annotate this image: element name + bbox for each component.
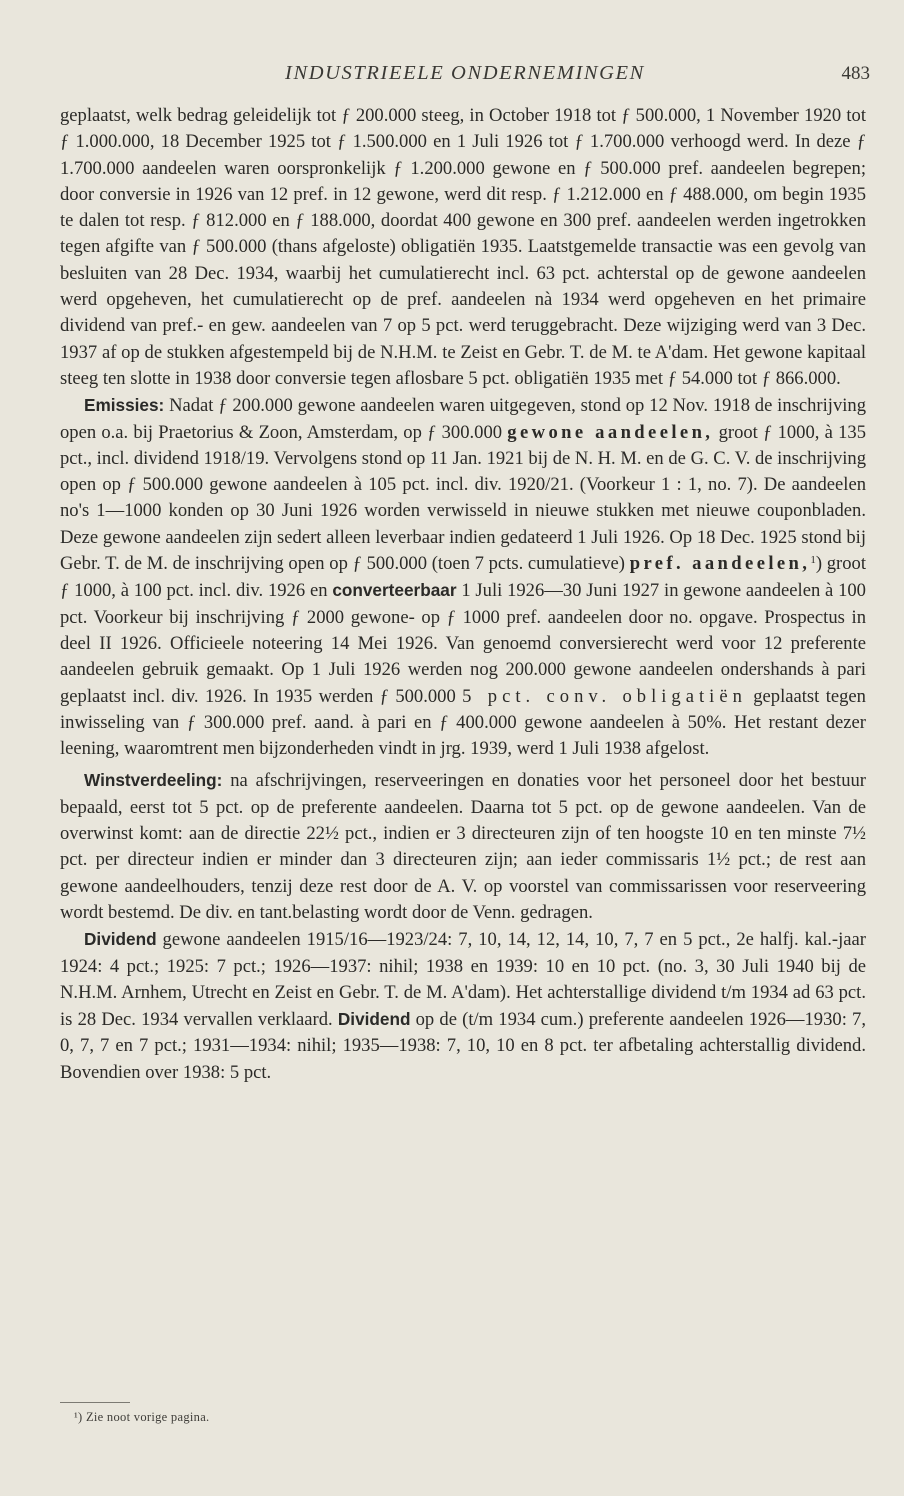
dividend-text-1: gewone aandeelen 1915/16—1923/24: 7, 10, 14, 12, 14, 10, 7, 7 en 5 pct., 2e halfj. kal.-jaar 1924: 4 pct.; 1925: 7 pct.; 1926—1937: nihil; 1938 en 1939: 10 en 10 pct. (no. 3, 30 Juli 1940 bij de N.H.M. Arnhem, Utrecht en Zeist en Gebr. T. de M. A'dam). Het achterstallige dividend t/m 1934 ad 63 pct. is 28 Dec. 1934 vervallen verklaard.: [60, 929, 866, 1031]
paragraph-winstverdeeling: [60, 767, 866, 926]
footnote-marker: ¹): [74, 1410, 83, 1424]
section-label-dividend: Dividend: [84, 929, 157, 950]
footnote-reference: 1: [810, 554, 816, 567]
section-label-winstverdeeling: Winstverdeeling:: [84, 770, 223, 791]
emissies-spaced-gewone-aandeelen: gewone aandeelen,: [507, 421, 714, 443]
emissies-text-5: geplaatst tegen inwisseling van ƒ 300.000 pref. aand. à pari en ƒ 400.000 gewone aandeelen à 50%. Het restant dezer leening, waaromtrent men bijzonderheden vindt in jrg. 1939, werd 1 Juli 1938 afgelost.: [60, 685, 866, 760]
winstverdeeling-text: na afschrijvingen, reserveeringen en donaties voor het personeel door het bestuur bepaald, eerst tot 5 pct. op de preferente aandeelen. Daarna tot 5 pct. op de gewone aandeelen. Van de overwinst komt: aan de directie 22½ pct., indien er 3 directeuren zijn of ten hoogste 10 en ten minste 7½ pct. per directeur indien er minder dan 3 directeuren zijn; aan ieder commissaris 1½ pct.; de rest aan gewone aandeelhouders, tenzij deze rest door de A. V. op voorstel van commissarissen voor reserveering wordt bestemd. De div. en tant.belasting wordt door de Venn. gedragen.: [60, 770, 866, 923]
emissies-converteerbaar: converteerbaar: [332, 580, 457, 601]
footnote-rule: [60, 1402, 130, 1403]
body-text: [60, 103, 866, 1086]
running-head: [60, 62, 870, 90]
section-label-dividend-pref: Dividend: [337, 1009, 411, 1030]
emissies-text-4: 1 Juli 1926—30 Juni 1927 in gewone aandeelen à 100 pct. Voorkeur bij inschrijving ƒ 2000 gewone- op ƒ 1000 pref. aandeelen door no. opgave. Prospectus in deel II 1926. Officieele noteering 14 Mei 1926. Van genoemd conversierecht werd voor 12 preferente aandeelen gebruik gemaakt. Op 1 Juli 1926 werden nog 200.000 gewone aandeelen ondershands à pari geplaatst incl. div. 1926. In 1935 werden ƒ 500.000: [60, 580, 866, 707]
paragraph-capital-history: geplaatst, welk bedrag geleidelijk tot ƒ 200.000 steeg, in October 1918 tot ƒ 500.000, 1 November 1920 tot ƒ 1.000.000, 18 December 1925 tot ƒ 1.500.000 en 1 Juli 1926 tot ƒ 1.700.000 verhoogd werd. In deze ƒ 1.700.000 aandeelen waren oorspronkelijk ƒ 1.200.000 gewone en ƒ 500.000 pref. aandeelen begrepen; door conversie in 1926 van 12 pref. in 12 gewone, werd dit resp. ƒ 1.212.000 en ƒ 488.000, om begin 1935 te dalen tot resp. ƒ 812.000 en ƒ 188.000, doordat 400 gewone en 300 pref. aandeelen werden ingetrokken tegen afgifte van ƒ 500.000 (thans afgeloste) obligatiën 1935. Laatstgemelde transactie was een gevolg van besluiten van 28 Dec. 1934, waarbij het cumulatierecht incl. 63 pct. achterstal op de gewone aandeelen werd opgeheven, het cumulatierecht op de pref. aandeelen nà 1934 werd opgeheven en het primaire dividend van pref.- en gew. aandeelen van 7 op 5 pct. werd teruggebracht. Deze wijziging werd van 3 Dec. 1937 af op de stukken afgestempeld bij de N.H.M. te Zeist en Gebr. T. de M. te A'dam. Het gewone kapitaal steeg ten slotte in 1938 door conversie tegen aflosbare 5 pct. obligatiën 1935 met ƒ 54.000 tot ƒ 866.000.: [60, 105, 866, 389]
emissies-text-3: ) groot ƒ 1000, à 100 pct. incl. div. 1926 en: [60, 553, 867, 602]
emissies-spaced-obligatien: 5 pct. conv. obligatiën: [462, 685, 747, 707]
footnote: [74, 1410, 209, 1425]
emissies-text-1: Nadat ƒ 200.000 gewone aandeelen waren uitgegeven, stond op 12 Nov. 1918 de inschrijving open o.a. bij Praetorius & Zoon, Amsterdam, op ƒ 300.000: [60, 395, 866, 443]
page-number: 483: [841, 63, 870, 84]
dividend-text-2: op de (t/m 1934 cum.) preferente aandeelen 1926—1930: 7, 0, 7, 7 en 7 pct.; 1931—1934: nihil; 1935—1938: 7, 10, 10 en 8 pct. ter afbetaling achterstallig dividend. Bovendien over 1938: 5 pct.: [60, 1009, 866, 1083]
footnote-text: Zie noot vorige pagina.: [82, 1410, 210, 1424]
emissies-spaced-pref-aandeelen: pref. aandeelen,: [629, 553, 811, 575]
running-title: INDUSTRIEELE ONDERNEMINGEN: [285, 62, 645, 84]
section-label-emissies: Emissies:: [84, 395, 165, 416]
paragraph-emissies: [60, 392, 866, 762]
paragraph-dividend: [60, 926, 866, 1086]
emissies-text-2: groot ƒ 1000, à 135 pct., incl. dividend 1918/19. Vervolgens stond op 11 Jan. 1921 bij de N. H. M. en de G. C. V. de inschrijving open op ƒ 500.000 gewone aandeelen à 105 pct. incl. div. 1920/21. (Voorkeur 1 : 1, no. 7). De aandeelen no's 1—1000 konden op 30 Juni 1926 worden verwisseld in nieuwe stukken met nieuwe couponbladen. Deze gewone aandeelen zijn sedert alleen leverbaar indien gedateerd 1 Juli 1926. Op 18 Dec. 1925 stond bij Gebr. T. de M. de inschrijving open op ƒ 500.000 (toen 7 pcts. cumulatieve): [60, 421, 867, 575]
